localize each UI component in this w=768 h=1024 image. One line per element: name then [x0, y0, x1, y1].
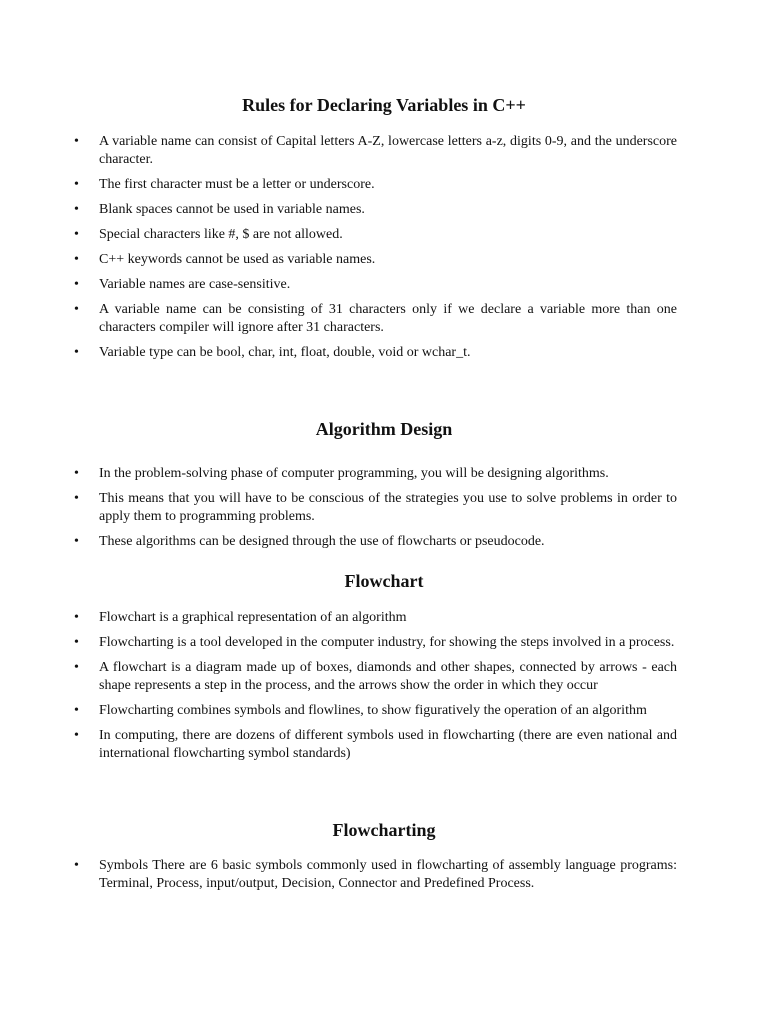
- section-heading-algorithm-design: Algorithm Design: [315, 419, 453, 439]
- bullet-icon: •: [74, 302, 79, 317]
- flowchart-list: [0, 609, 768, 770]
- bullet-icon: •: [74, 635, 79, 650]
- list-item-text: These algorithms can be designed through the use of flowcharts or pseudocode.: [99, 534, 545, 549]
- list-item-text: In the problem-solving phase of computer programming, you will be designing algorithms.: [99, 466, 609, 481]
- bullet-icon: •: [74, 534, 79, 549]
- list-item-text: Flowchart is a graphical representation of an algorithm: [99, 610, 407, 625]
- list-item-text: C++ keywords cannot be used as variable names.: [99, 252, 376, 267]
- bullet-icon: •: [74, 703, 79, 718]
- list-item: [0, 533, 768, 551]
- list-item-text: This means that you will have to be conscious of the strategies you use to solve problems in order to apply them to programming problems.: [99, 491, 677, 524]
- list-item: [0, 609, 768, 627]
- list-item: [0, 659, 768, 695]
- section-heading-variables: Rules for Declaring Variables in C++: [242, 95, 526, 115]
- list-item: [0, 344, 768, 362]
- bullet-icon: •: [74, 277, 79, 292]
- bullet-icon: •: [74, 345, 79, 360]
- list-item: [0, 176, 768, 194]
- variables-rules-list: [0, 133, 768, 369]
- bullet-icon: •: [74, 466, 79, 481]
- list-item-text: Variable type can be bool, char, int, float, double, void or wchar_t.: [99, 345, 471, 360]
- list-item: [0, 727, 768, 763]
- list-item-text: Special characters like #, $ are not allowed.: [99, 227, 343, 242]
- list-item: [0, 133, 768, 169]
- bullet-icon: •: [74, 177, 79, 192]
- list-item: [0, 251, 768, 269]
- list-item-text: In computing, there are dozens of different symbols used in flowcharting (there are even national and international flowcharting symbol standards): [99, 728, 677, 761]
- bullet-icon: •: [74, 728, 79, 743]
- bullet-icon: •: [74, 610, 79, 625]
- list-item-text: A variable name can be consisting of 31 characters only if we declare a variable more than one characters compiler will ignore after 31 characters.: [99, 302, 677, 335]
- bullet-icon: •: [74, 858, 79, 873]
- list-item: [0, 702, 768, 720]
- list-item-text: The first character must be a letter or underscore.: [99, 177, 375, 192]
- list-item: [0, 634, 768, 652]
- bullet-icon: •: [74, 660, 79, 675]
- section-heading-flowcharting: Flowcharting: [332, 820, 436, 840]
- list-item: [0, 226, 768, 244]
- list-item: [0, 857, 768, 893]
- list-item-text: A variable name can consist of Capital letters A-Z, lowercase letters a-z, digits 0-9, and the underscore character.: [99, 134, 677, 167]
- list-item-text: Flowcharting is a tool developed in the computer industry, for showing the steps involved in a process.: [99, 635, 675, 650]
- list-item: [0, 276, 768, 294]
- bullet-icon: •: [74, 202, 79, 217]
- bullet-icon: •: [74, 252, 79, 267]
- flowcharting-list: [0, 857, 768, 900]
- list-item: [0, 201, 768, 219]
- bullet-icon: •: [74, 134, 79, 149]
- bullet-icon: •: [74, 227, 79, 242]
- list-item-text: Flowcharting combines symbols and flowlines, to show figuratively the operation of an algorithm: [99, 703, 647, 718]
- list-item-text: Symbols There are 6 basic symbols commonly used in flowcharting of assembly language programs: Terminal, Process, input/output, Decision, Connector and Predefined Process.: [99, 858, 677, 891]
- algorithm-design-list: [0, 465, 768, 558]
- bullet-icon: •: [74, 491, 79, 506]
- list-item: [0, 490, 768, 526]
- list-item-text: A flowchart is a diagram made up of boxes, diamonds and other shapes, connected by arrows - each shape represents a step in the process, and the arrows show the order in which they occur: [99, 660, 677, 693]
- list-item-text: Variable names are case-sensitive.: [99, 277, 291, 292]
- list-item: [0, 465, 768, 483]
- list-item-text: Blank spaces cannot be used in variable names.: [99, 202, 365, 217]
- section-heading-flowchart: Flowchart: [344, 571, 424, 591]
- list-item: [0, 301, 768, 337]
